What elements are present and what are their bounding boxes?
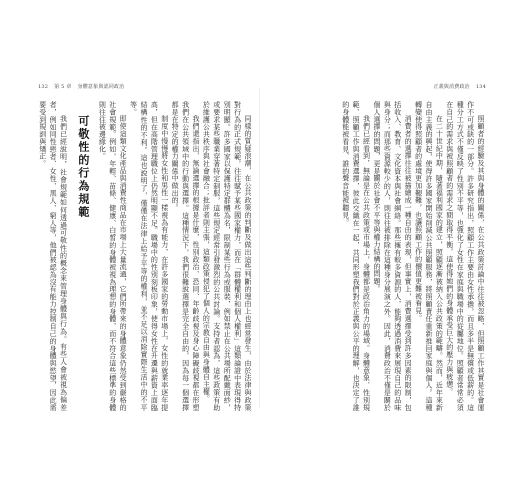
- left-paragraph: 即使這類文化產品與消費性商品在市場上大量流通，它們所帶來的身體意象仍然受到嚴格的社會規範。例如，年輕、苗條、健康、白皙的身體被視為理想的身體，而不符合這些標準的身體則往往被邊緣化。: [98, 101, 128, 411]
- left-paragraph: 我們已經說明，社會規範如何透過可敬性的概念來管理身體與行為。有些人會被視為偏差者，例如同性戀者、女性、黑人、窮人等，他們被認為沒有能力控制自己的身體與慾望，因此需要受到規訓與矯正。: [38, 101, 68, 411]
- right-page-number: 134: [475, 84, 486, 90]
- section-title: 正義與消費政治: [433, 84, 470, 90]
- left-body-frame: [38, 101, 253, 411]
- left-running-head: [38, 83, 124, 90]
- chapter-label: 第 5 章: [54, 84, 72, 90]
- left-body-text: [38, 101, 253, 411]
- left-paragraph: 制度中慢慢將女性和男性一樣視為有能力，在許多國家的勞動市場上，女性的就業率逐年提高，但在高階管理職位上仍然明顯不足。職場中的性別刻板印象，使得女性在升遷與薪資上面臨結構性的不利。這也說明了，僅僅在法律上給予平等的權利，並不足以消除實際生活中的不平等。: [129, 101, 169, 411]
- right-running-head: [433, 83, 486, 90]
- right-paragraph: 消費者的選擇往往被描繪成一種自由的表現，但事實上，消費選擇受到許多因素的限制，包括收入、教育、文化資本與社會網絡。那些擁有較多資源的人，能夠透過消費來展現自己的品味與身分；而那些資源較少的人，則往往被排除在這種身分展演之外。因此，消費政治不僅是關於個人選擇的問題，更是關於社會不平等與權力結構的問題。: [372, 101, 413, 411]
- section-heading: 可敬性的行為規範: [76, 115, 90, 219]
- chapter-title: 身體意象與認同政治: [77, 84, 125, 90]
- right-paragraph: 我們已經看到，無論是在公共政策或市場上，身體都是政治角力的場域。身體意象、性別規範、照顧工作與消費選擇，彼此交織在一起，共同形塑我們對於正義與公平的理解，也決定了誰的身體能被看見、誰的聲音能被聽見。: [341, 101, 371, 411]
- right-body-frame: [271, 101, 486, 411]
- right-body-text: [271, 101, 486, 411]
- page-gutter: [259, 88, 260, 408]
- right-page: [271, 85, 486, 415]
- left-paragraph: 我們還指出，無論選擇的根據是什麼，性別政治、恐同、年齡歧視及身心障礙歧視都在形塑我們在公共領域中的行動與選擇。這種情況下，我們很難說選擇是完全自由的，因為每一個選擇都是在特定的權力關係中做出的。: [171, 101, 200, 411]
- left-paragraph: 同樣的質疑浪潮，在公共政策的判斷及做出這些判斷的理由上也經常發生，由於法律與政策對行為的正式規範，往往賦予某些國家權力，而在「群體權利和個人權利」這類論證中表現得特別明顯。許多國家以保護特定群體為名，限制某些行為或服裝，例如禁止在公共場所配戴面紗，或要求某些職業穿著特定制服，這些規定經常引發激烈的公共討論。支持者認為，這些政策有助於維護公共秩序與社會融合；批評者則主張，這類政策侵犯了個人的宗教自由與身體自主權。: [202, 101, 252, 411]
- left-page: [38, 85, 253, 415]
- right-paragraph: 照顧者的經驗及其與身體的關係，在公共政策討論中往往被忽略，但照顧工作其實是社會運作不可或缺的一部分。許多研究指出，照顧工作主要由女性承擔，而且多半是無償或低薪的。這種分工方式不僅反映了性別不平等，也強化了女性在家庭與職場中的從屬地位。照顧者常常必須在自己的需求與被照顧者的需求之間取得平衡，這使得她們的身體承受巨大的壓力與疲憊。: [445, 101, 485, 411]
- right-paragraph: 在二十世紀中期，隨著福利國家的建立，照顧逐漸被納入公共政策的範疇。然而，近年來新自由主義的興起，使得許多國家開始削減公共照顧服務，將照顧責任重新推回家庭與個人。這種轉變使得照顧者的處境更加艱難，也讓照顧工作的價值更難被看見。: [414, 101, 444, 411]
- left-page-number: 132: [38, 84, 49, 90]
